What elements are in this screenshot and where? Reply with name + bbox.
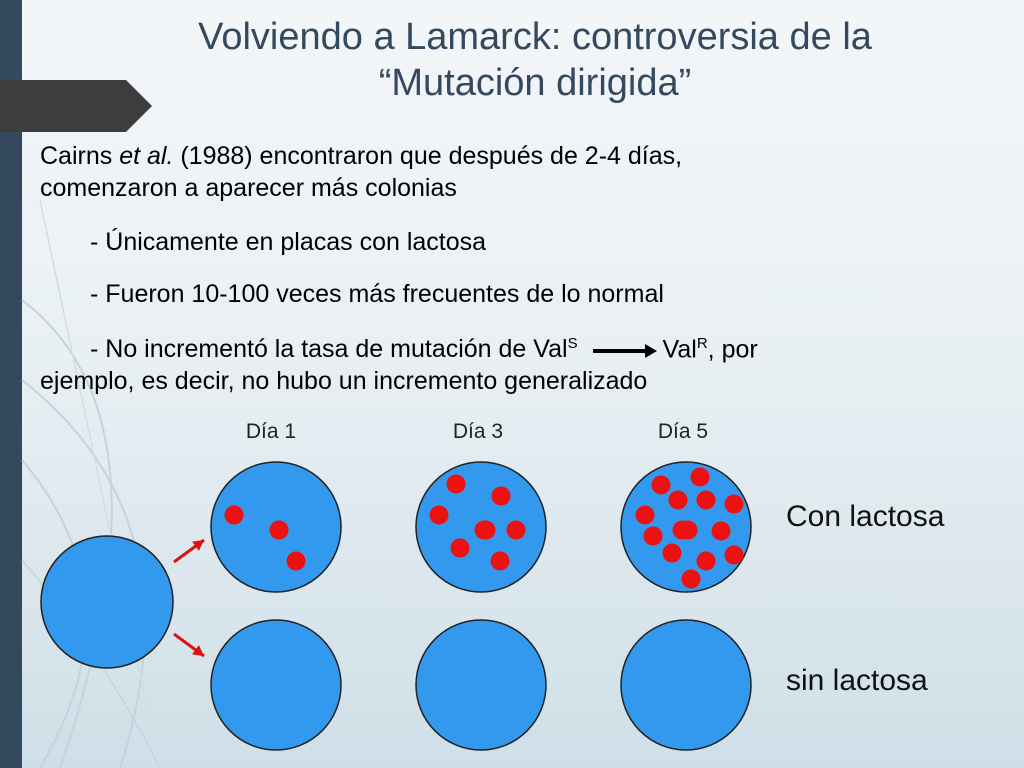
- day-label-1: Día 1: [245, 420, 297, 443]
- colony-3-7: [644, 527, 663, 546]
- colony-2-3: [430, 506, 449, 525]
- day-label-3: Día 3: [452, 420, 504, 443]
- bullet-2: - Fueron 10-100 veces más frecuentes de lo normal: [90, 280, 664, 308]
- source-plate: [41, 536, 173, 668]
- colony-2-8: [477, 521, 496, 540]
- title-line-1: Volviendo a Lamarck: controversia de la: [198, 16, 872, 58]
- colony-1-1: [225, 506, 244, 525]
- plate-sin-lactosa-3: [621, 620, 751, 750]
- bullet-1: - Únicamente en placas con lactosa: [90, 228, 487, 256]
- colony-3-14: [673, 521, 692, 540]
- plate-sin-lactosa-1: [211, 620, 341, 750]
- colony-2-7: [491, 552, 510, 571]
- colony-3-10: [663, 544, 682, 563]
- intro-author: Cairns: [40, 142, 120, 170]
- bullet-3-suffix: , por: [707, 335, 758, 364]
- intro-rest: (1988) encontraron que después de 2-4 días,: [173, 142, 683, 170]
- bullet-3-prefix: - No incrementó la tasa de mutación de Val: [90, 335, 568, 364]
- bullet-3-sup-r: R: [696, 335, 708, 352]
- plate-sin-lactosa-2: [416, 620, 546, 750]
- intro-line-2: comenzaron a aparecer más colonias: [40, 174, 457, 202]
- colony-1-3: [287, 552, 306, 571]
- bullet-3-mid: Val: [662, 335, 697, 364]
- colony-3-12: [725, 546, 744, 565]
- colony-3-6: [725, 495, 744, 514]
- colony-1-2: [270, 521, 289, 540]
- colony-2-5: [507, 521, 526, 540]
- colony-3-5: [697, 491, 716, 510]
- row-label-sin-lactosa: sin lactosa: [786, 664, 928, 697]
- colony-3-4: [669, 491, 688, 510]
- colony-2-1: [447, 475, 466, 494]
- row-label-con-lactosa: Con lactosa: [786, 500, 945, 533]
- day-label-5: Día 5: [657, 420, 709, 443]
- bullet-3-line-2: ejemplo, es decir, no hubo un incremento generalizado: [40, 367, 648, 396]
- intro-etal: et al.: [119, 142, 174, 170]
- bullet-3-sup-s: S: [567, 335, 578, 352]
- colony-2-2: [492, 487, 511, 506]
- title-line-2: “Mutación dirigida”: [378, 62, 692, 104]
- colony-3-3: [636, 506, 655, 525]
- colony-3-13: [682, 570, 701, 589]
- colony-3-1: [652, 476, 671, 495]
- colony-3-2: [691, 468, 710, 487]
- colony-3-11: [697, 552, 716, 571]
- colony-3-9: [712, 522, 731, 541]
- colony-2-6: [451, 539, 470, 558]
